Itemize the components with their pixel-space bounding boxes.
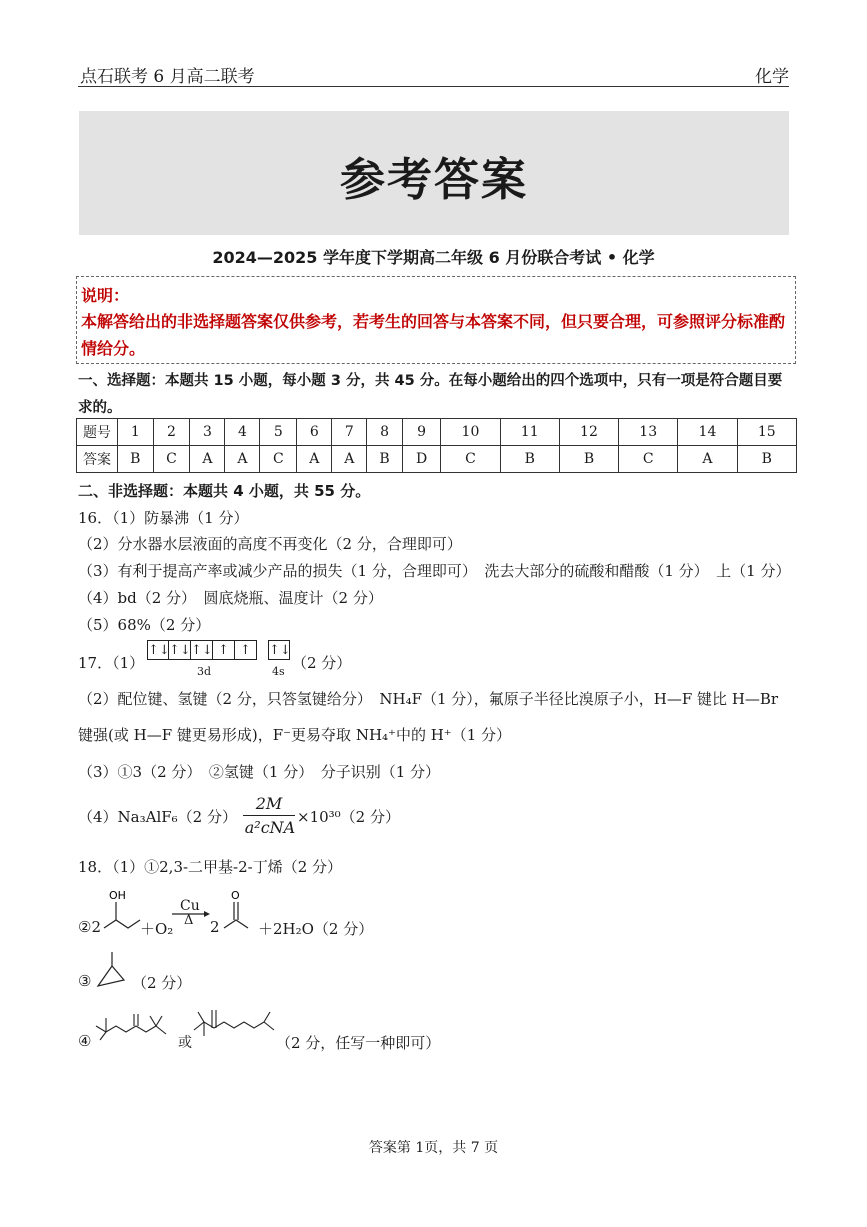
density-numerator: 2M [255,794,283,813]
table-cell: 1 [118,419,154,446]
orbital-box: ↑ [213,640,235,660]
table-cell: C [153,446,190,473]
table-cell: 4 [225,419,260,446]
q18-eq-coefficient: 2 [210,918,220,936]
q18-line-3-prefix: ③ [78,972,92,990]
table-cell: A [225,446,260,473]
table-cell: 6 [297,419,332,446]
table-cell: 12 [559,419,618,446]
table-cell: 3 [190,419,225,446]
orbital-diagram-4s [268,640,290,660]
header-rule [78,86,789,87]
table-cell: A [297,446,332,473]
table-cell: B [367,446,403,473]
q17-line-5-prefix: （4）Na₃AlF₆（2 分） [78,808,237,826]
table-cell: 9 [402,419,441,446]
orbital-box: ↑ [235,640,257,660]
q17-line-4: （3）①3（2 分） ②氢键（1 分） 分子识别（1 分） [78,763,441,781]
table-cell: B [559,446,618,473]
note-label: 说明： [81,286,130,305]
fraction-bar [243,815,295,816]
q18-line-1: 18．（1）①2,3-二甲基-2-丁烯（2 分） [78,858,343,876]
methylcyclopropane-structure [92,948,132,994]
q18-line-4-prefix: ④ [78,1032,92,1050]
table-cell: 11 [500,419,559,446]
o-label: O [231,889,240,902]
q16-line-3: （3）有利于提高产率或减少产品的损失（1 分，合理即可） 洗去大部分的硫酸和醋酸（1 分） 上（1 分） [78,562,791,580]
orbital-box: ↑↓ [169,640,191,660]
table-cell: B [737,446,796,473]
table-cell: A [678,446,737,473]
note-text: 本解答给出的非选择题答案仅供参考，若考生的回答与本答案不同，但只要合理，可参照评分标准酌情给分。 [81,312,786,358]
title-banner [79,111,789,235]
orbital-label-4s: 4s [272,665,285,678]
q18-line-3-score: （2 分） [132,974,192,992]
acetone-structure [220,886,260,936]
table-cell: C [441,446,500,473]
section2-heading: 二、非选择题：本题共 4 小题，共 55 分。 [78,482,371,500]
table-cell: 8 [367,419,403,446]
table-cell: C [260,446,297,473]
table-row [77,419,797,446]
orbital-diagram-3d [147,640,257,660]
table-cell: 10 [441,419,500,446]
q17-line-2: （2）配位键、氢键（2 分，只答氢键给分） NH₄F（1 分），氟原子半径比溴原子小，H—F 键比 H—Br [78,690,779,708]
orbital-label-3d: 3d [197,665,212,678]
table-cell: 5 [260,419,297,446]
ester-structure-2 [190,996,280,1046]
q16-line-4: （4）bd（2 分） 圆底烧瓶、温度计（2 分） [78,589,383,607]
table-cell: 13 [619,419,678,446]
q18-eq-o2: ＋O₂ [140,920,174,938]
table-cell: A [332,446,367,473]
row-label-number: 题号 [77,419,118,446]
q17-score-1: （2 分） [292,654,352,672]
table-cell: B [500,446,559,473]
q17-line-3: 键强(或 H—F 键更易形成)，F⁻更易夺取 NH₄⁺中的 H⁺（1 分） [78,726,512,744]
q18-line-4-score: （2 分，任写一种即可） [276,1034,441,1052]
q16-line-1: 16．（1）防暴沸（1 分） [78,509,249,527]
table-cell: C [619,446,678,473]
page-footer: 答案第 1页，共 7 页 [368,1140,499,1156]
q16-line-5: （5）68%（2 分） [78,616,211,634]
orbital-box: ↑↓ [147,640,169,660]
table-cell: D [402,446,441,473]
oh-label: OH [109,889,126,902]
row-label-answer: 答案 [77,446,118,473]
catalyst-label: Cu [180,898,200,914]
table-row [77,446,797,473]
density-denominator: a²cNA [244,818,296,837]
header-left: 点石联考 6 月高二联考 [80,67,255,87]
header-right: 化学 [755,67,789,87]
orbital-box: ↑↓ [268,640,290,660]
q18-eq-prefix: ②2 [78,918,101,936]
orbital-box: ↑↓ [191,640,213,660]
q17-line-5-suffix: ×10³⁰（2 分） [297,808,400,826]
section1-heading: 一、选择题：本题共 15 小题，每小题 3 分，共 45 分。在每小题给出的四个选项中，只有一项是符合题目要求的。 [78,373,783,416]
heat-symbol: Δ [184,913,194,928]
q17-prefix: 17．（1） [78,654,145,672]
table-cell: 7 [332,419,367,446]
table-cell: A [190,446,225,473]
q18-eq-suffix: ＋2H₂O（2 分） [258,920,374,938]
page-title: 参考答案 [339,153,528,206]
table-cell: 2 [153,419,190,446]
table-cell: 14 [678,419,737,446]
answer-table [76,418,797,473]
q16-line-2: （2）分水器水层液面的高度不再变化（2 分，合理即可） [78,535,462,553]
note-box [76,276,796,364]
q18-line-4-or: 或 [178,1035,192,1051]
exam-subtitle: 2024—2025 学年度下学期高二年级 6 月份联合考试 • 化学 [212,248,655,267]
table-cell: B [118,446,154,473]
ester-structure-1 [92,1000,178,1050]
table-cell: 15 [737,419,796,446]
